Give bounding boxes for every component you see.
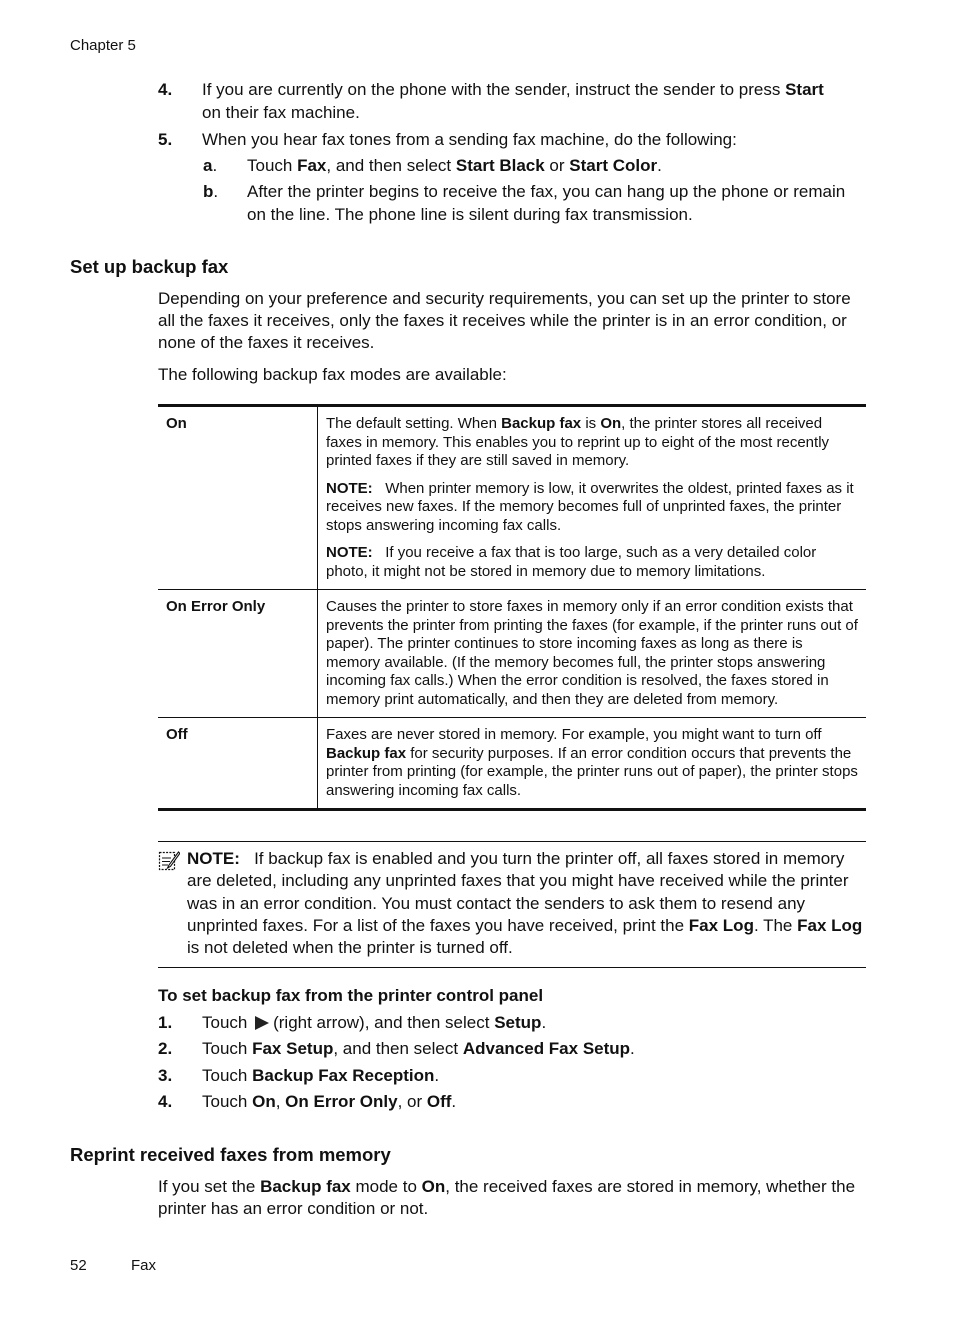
footer-section: Fax xyxy=(131,1257,157,1274)
table-row xyxy=(158,718,866,810)
backup-modes-intro: The following backup fax modes are available: xyxy=(158,365,507,384)
step-number: 3. xyxy=(158,1066,173,1085)
note-text: NOTE: If backup fax is enabled and you turn the printer off, all faxes stored in memory are deleted, including any unprinted faxes that you might have received while the printer was in an error condition. You must contact the senders to ask them to resend any unprinted faxes. For a list of the faxes you have received, print the Fax Log. The Fax Log is not deleted when the printer is turned off. xyxy=(187,849,863,958)
step-number: 4. xyxy=(158,1092,173,1111)
table-row xyxy=(158,406,866,590)
mode-error-only-label: On Error Only xyxy=(158,590,318,718)
note-pencil-icon xyxy=(158,850,180,872)
step-number: 2. xyxy=(158,1039,173,1058)
step-number: 5. xyxy=(158,130,173,149)
mode-on-description: The default setting. When Backup fax is On, the printer stores all received faxes in memory. This enables you to reprint up to eight of the most recently printed faxes if they are still saved in memory. NOTE: When printer memory is low, it overwrites the oldest, printed faxes as it receives new faxes. If the memory becomes full of unprinted faxes, the printer stops answering incoming fax calls. NOTE: If you receive a fax that is too large, such as a very detailed color photo, it might not be stored in memory due to memory limitations. xyxy=(318,406,867,590)
substep-letter: b. xyxy=(203,182,219,201)
mode-off-description: Faxes are never stored in memory. For example, you might want to turn off Backup fax for security purposes. If an error condition occurs that prevents the printer from printing (for example, the printer runs out of paper), the printer stops answering incoming fax calls. xyxy=(318,718,867,810)
substep-letter: a. xyxy=(203,156,218,175)
reprint-text: If you set the Backup fax mode to On, the received faxes are stored in memory, whether the printer has an error condition or not. xyxy=(158,1177,856,1218)
step-text: When you hear fax tones from a sending fax machine, do the following: xyxy=(202,130,737,149)
step-text: Touch (right arrow), and then select Setup. xyxy=(202,1013,547,1032)
backup-modes-table xyxy=(158,404,866,811)
running-header-chapter: Chapter 5 xyxy=(70,37,136,54)
right-arrow-icon xyxy=(255,1016,269,1030)
section-heading-backup-fax: Set up backup fax xyxy=(70,256,229,277)
note-box xyxy=(158,841,866,968)
section-heading-reprint: Reprint received faxes from memory xyxy=(70,1144,391,1165)
step-text: Touch Fax Setup, and then select Advanced Fax Setup. xyxy=(202,1039,635,1058)
table-note: NOTE: When printer memory is low, it overwrites the oldest, printed faxes as it receives new faxes. If the memory becomes full of unprinted faxes, the printer stops answering incoming fax calls. xyxy=(326,479,854,534)
backup-intro: Depending on your preference and security requirements, you can set up the printer to store all the faxes it receives, only the faxes it receives while the printer is in an error condition, or none of the faxes it receives. xyxy=(158,289,851,352)
step-number: 1. xyxy=(158,1013,173,1032)
step-number: 4. xyxy=(158,80,173,99)
table-row xyxy=(158,590,866,718)
page-number: 52 xyxy=(70,1257,87,1274)
mode-on-label: On xyxy=(158,406,318,590)
table-note: NOTE: If you receive a fax that is too large, such as a very detailed color photo, it might not be stored in memory due to memory limitations. xyxy=(326,544,817,580)
substep-text: After the printer begins to receive the fax, you can hang up the phone or remain on the line. The phone line is silent during fax transmission. xyxy=(247,182,846,224)
substep-text: Touch Fax, and then select Start Black or Start Color. xyxy=(247,156,662,175)
procedure-title: To set backup fax from the printer control panel xyxy=(158,986,544,1005)
step-text: Touch On, On Error Only, or Off. xyxy=(202,1092,457,1111)
mode-off-label: Off xyxy=(158,718,318,810)
step-text: Touch Backup Fax Reception. xyxy=(202,1066,440,1085)
mode-error-only-description: Causes the printer to store faxes in memory only if an error condition exists that prevents the printer from printing the faxes (for example, if the printer runs out of paper). The printer continues to store incoming faxes as long as there is memory available. (If the memory becomes full, the printer stops answering incoming fax calls.) When the error condition is resolved, the faxes stored in memory print automatically, and then they are deleted from memory. xyxy=(318,590,867,718)
step-text: If you are currently on the phone with the sender, instruct the sender to press Start on their fax machine. xyxy=(202,80,824,122)
